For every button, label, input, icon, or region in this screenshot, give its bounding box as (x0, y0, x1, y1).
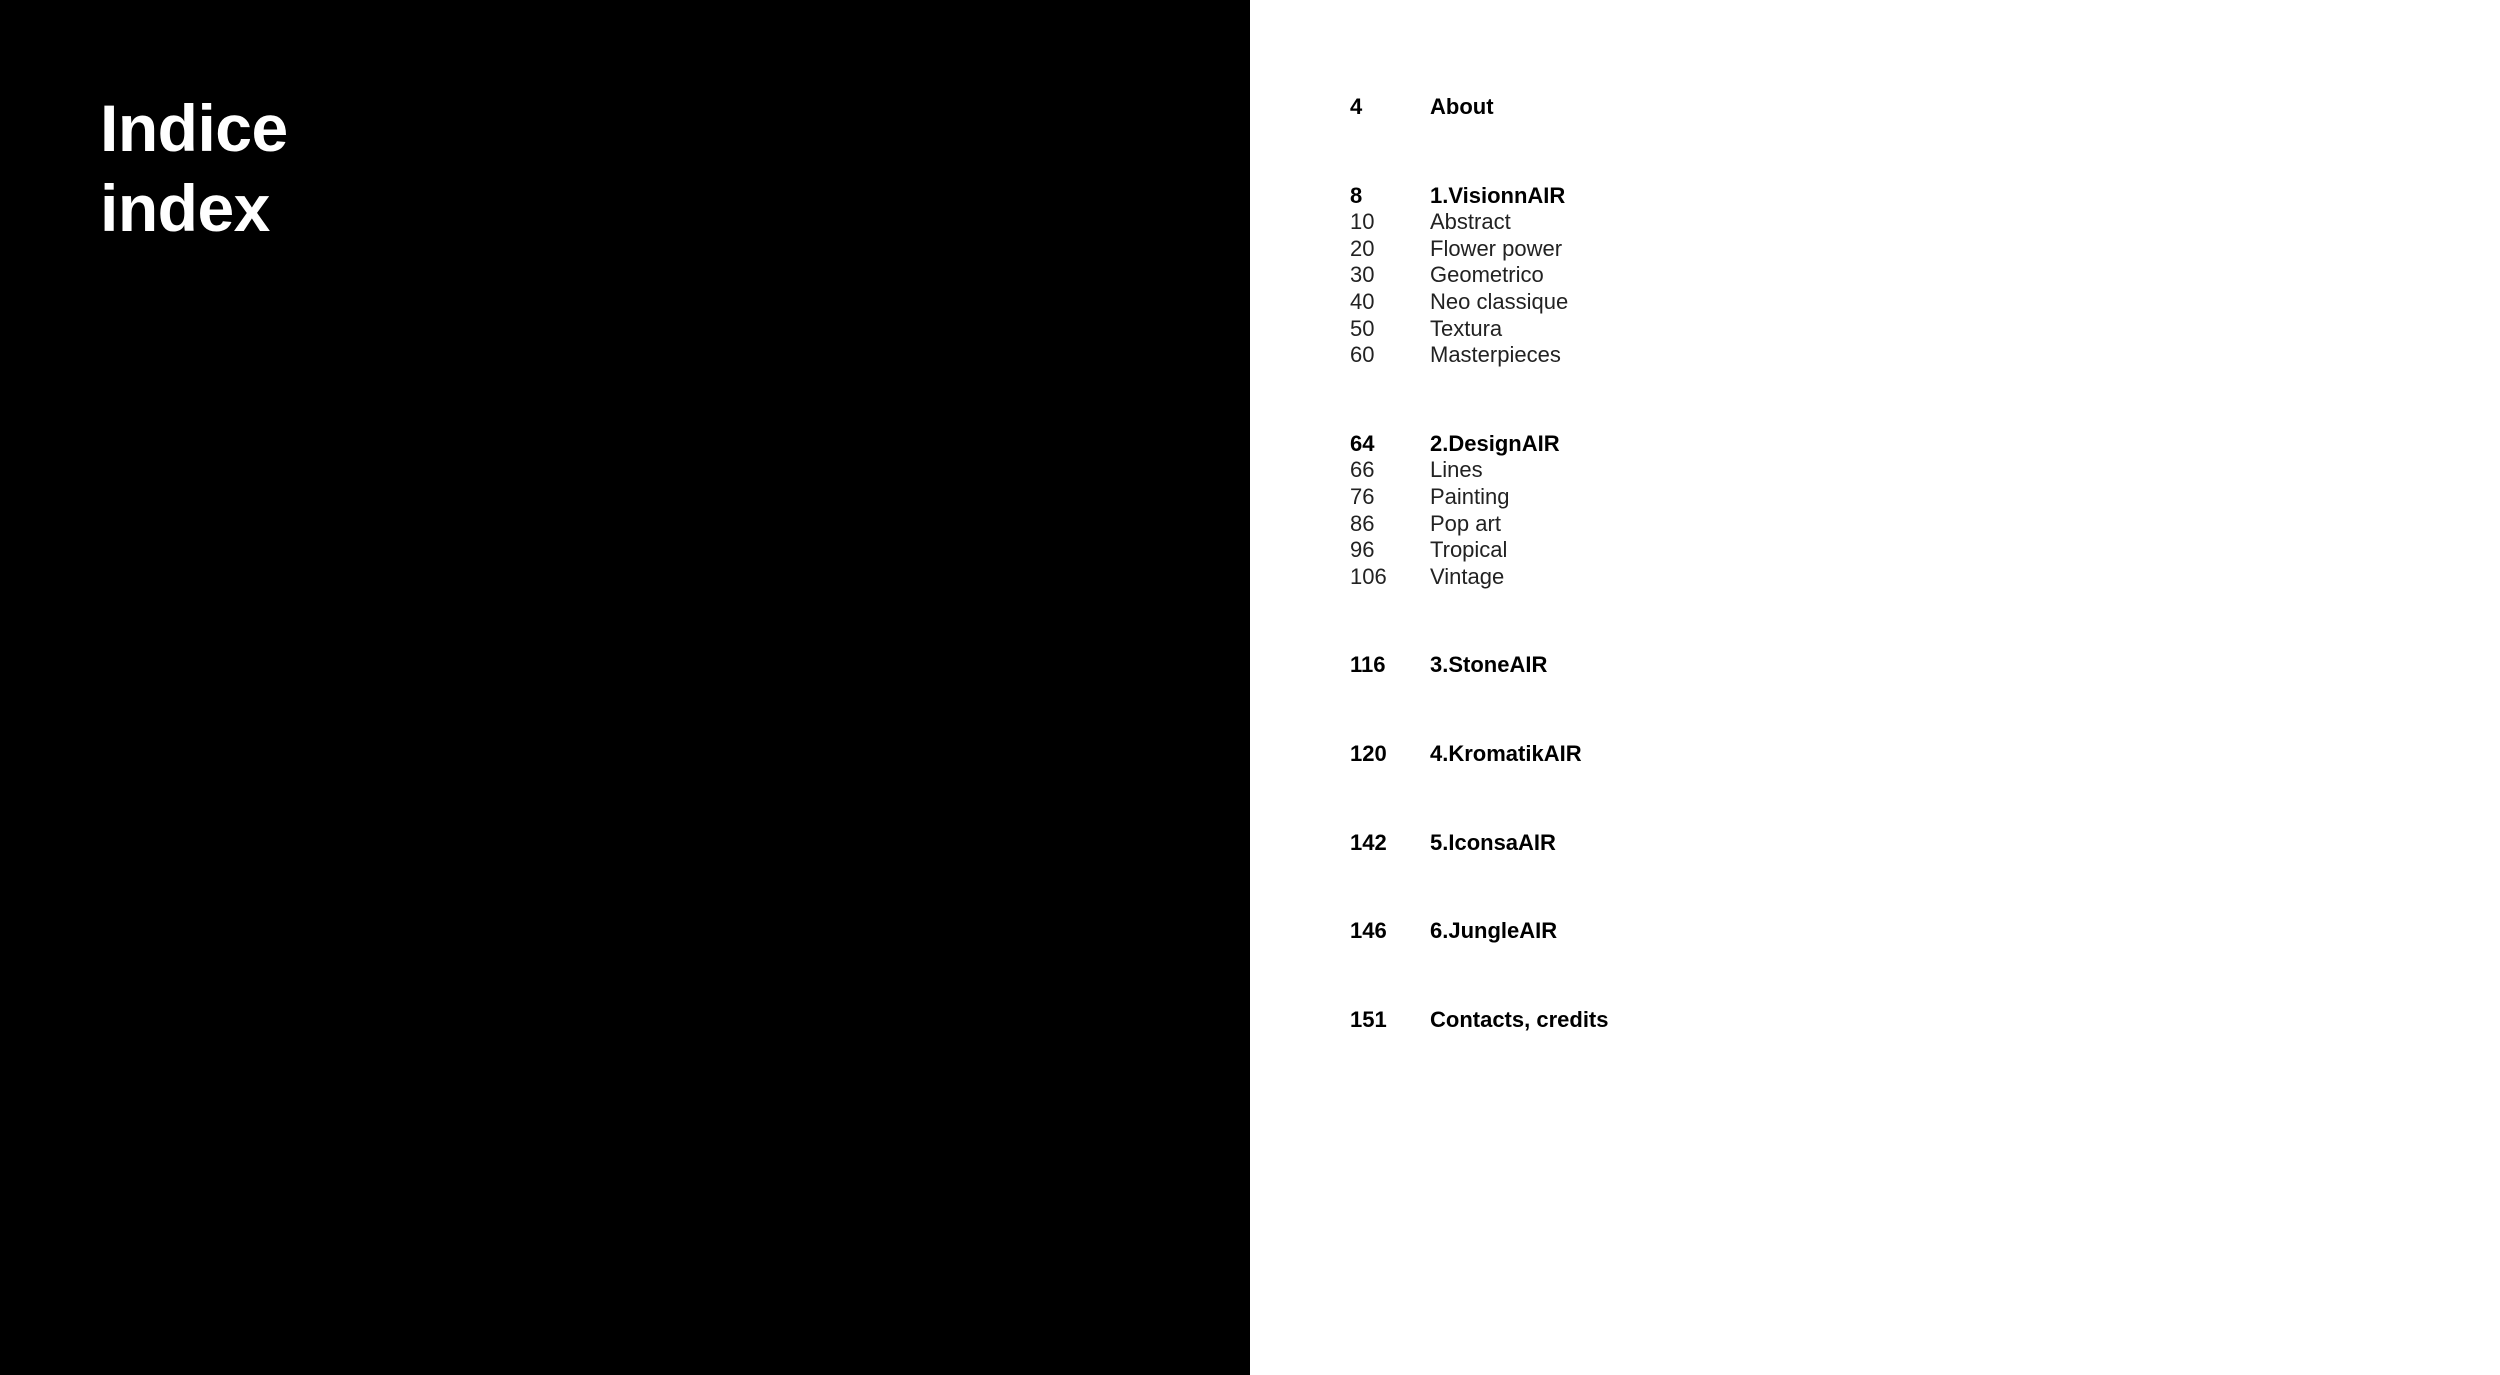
toc-item-row[interactable] (1350, 262, 2050, 289)
toc-page-number: 86 (1350, 510, 1375, 536)
toc-page-number: 116 (1350, 652, 1386, 678)
toc-section (1350, 918, 2050, 945)
toc-item-row[interactable] (1350, 457, 2050, 484)
toc-heading-row[interactable] (1350, 1007, 2050, 1034)
toc-section (1350, 652, 2050, 679)
toc-page-number: 120 (1350, 740, 1387, 766)
toc-page-number: 142 (1350, 829, 1387, 855)
toc-section (1350, 741, 2050, 768)
toc-page-number: 10 (1350, 209, 1375, 235)
toc-item-label: Flower power (1430, 235, 1563, 261)
toc-heading-label: Contacts, credits (1430, 1006, 1609, 1032)
toc-item-label: Abstract (1430, 209, 1511, 235)
toc-item-label: Vintage (1430, 563, 1505, 589)
toc-item-label: Tropical (1430, 537, 1508, 563)
toc-heading-row[interactable] (1350, 431, 2050, 458)
toc-item-row[interactable] (1350, 236, 2050, 263)
toc-item-label: Pop art (1430, 510, 1501, 536)
toc-item-label: Textura (1430, 315, 1503, 341)
toc-page-number: 146 (1350, 918, 1387, 944)
toc-item-row[interactable] (1350, 537, 2050, 564)
toc-section (1350, 830, 2050, 857)
page-title (100, 88, 288, 248)
toc-item-label: Painting (1430, 483, 1510, 509)
toc-heading-row[interactable] (1350, 741, 2050, 768)
toc-page-number: 106 (1350, 563, 1387, 589)
toc-page-number: 151 (1350, 1006, 1387, 1032)
toc-heading-label: 2.DesignAIR (1430, 430, 1560, 456)
table-of-contents (1350, 94, 2050, 1095)
toc-item-row[interactable] (1350, 484, 2050, 511)
toc-heading-row[interactable] (1350, 183, 2050, 210)
toc-heading-label: 6.JungleAIR (1430, 918, 1558, 944)
toc-item-row[interactable] (1350, 289, 2050, 316)
toc-item-label: Neo classique (1430, 288, 1569, 314)
toc-page-number: 60 (1350, 342, 1375, 368)
toc-item-row[interactable] (1350, 511, 2050, 538)
toc-page-number: 20 (1350, 235, 1375, 261)
toc-page-number: 8 (1350, 182, 1363, 208)
toc-heading-label: 5.IconsaAIR (1430, 829, 1556, 855)
toc-page-number: 66 (1350, 457, 1375, 483)
toc-section (1350, 94, 2050, 121)
title-line-2: index (100, 171, 270, 245)
toc-item-label: Geometrico (1430, 262, 1544, 288)
toc-item-row[interactable] (1350, 342, 2050, 369)
toc-page-number: 76 (1350, 483, 1375, 509)
toc-page-number: 4 (1350, 94, 1363, 119)
toc-page-number: 40 (1350, 288, 1375, 314)
toc-heading-label: About (1430, 94, 1494, 119)
toc-item-label: Lines (1430, 457, 1483, 483)
toc-page-number: 30 (1350, 262, 1375, 288)
toc-section (1350, 431, 2050, 591)
toc-item-row[interactable] (1350, 209, 2050, 236)
toc-heading-row[interactable] (1350, 918, 2050, 945)
toc-page-number: 96 (1350, 537, 1375, 563)
title-line-1: Indice (100, 91, 288, 165)
toc-heading-label: 1.VisionnAIR (1430, 182, 1566, 208)
toc-page-number: 64 (1350, 430, 1375, 456)
toc-item-row[interactable] (1350, 564, 2050, 591)
toc-section (1350, 183, 2050, 369)
toc-heading-label: 4.KromatikAIR (1430, 740, 1582, 766)
toc-section (1350, 1007, 2050, 1034)
toc-heading-row[interactable] (1350, 94, 2050, 121)
toc-item-label: Masterpieces (1430, 342, 1561, 368)
toc-item-row[interactable] (1350, 316, 2050, 343)
toc-heading-row[interactable] (1350, 830, 2050, 857)
toc-heading-row[interactable] (1350, 652, 2050, 679)
toc-page-number: 50 (1350, 315, 1375, 341)
right-panel (1250, 0, 2500, 1375)
toc-heading-label: 3.StoneAIR (1430, 652, 1548, 678)
